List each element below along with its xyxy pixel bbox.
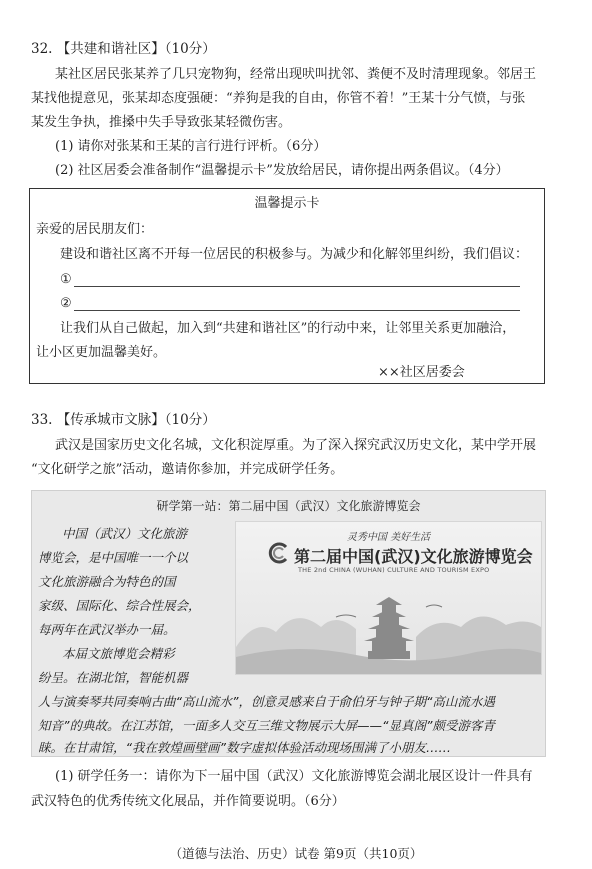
yellow-crane-tower-landscape-icon: [236, 577, 541, 674]
poster-slogan: 灵秀中国 美好生活: [346, 532, 431, 543]
research-material-image: [31, 490, 546, 757]
page-footer: （道德与法治、历史）试卷 第9页（共10页）: [169, 846, 423, 861]
research-text-line: 纷呈。在湖北馆，智能机器: [38, 670, 189, 685]
q33-subquestion-1-line2: 武汉特色的优秀传统文化展品，并作简要说明。（6分）: [31, 794, 345, 809]
q32-paragraph-line2: 某找他提意见，张某却态度强硬：“养狗是我的自由，你管不着！”王某十分气愤，与张: [31, 91, 526, 106]
poster-title: 第二届中国(武汉)文化旅游博览会: [294, 547, 533, 566]
tip-card-signature: ××社区居委会: [378, 365, 465, 380]
q33-paragraph-line1: 武汉是国家历史文化名城，文化积淀厚重。为了深入探究武汉历史文化，某中学开展: [55, 438, 537, 453]
research-text-line: 知音”的典故。在江苏馆，一面多人交互三维文物展示大屏——“显真阁”颇受游客青: [38, 718, 495, 733]
research-text-line: 家级、国际化、综合性展会，: [38, 598, 201, 613]
q33-subquestion-1-line1: (1) 研学任务一：请你为下一届中国（武汉）文化旅游博览会湖北展区设计一件具有: [55, 769, 533, 784]
research-text-line: 每两年在武汉举办一届。: [38, 622, 176, 637]
research-text-line: 中国（武汉）文化旅游: [62, 526, 188, 541]
expo-poster: [235, 521, 542, 675]
research-header: 研学第一站：第二届中国（武汉）文化旅游博览会: [156, 499, 421, 513]
research-text-line: 睐。在甘肃馆，“我在敦煌画壁画”数字虚拟体验活动现场围满了小朋友……: [38, 740, 451, 755]
research-text-line: 人与演奏琴共同奏响古曲“高山流水”，创意灵感来自于俞伯牙与钟子期“高山流水遇: [38, 694, 495, 709]
tip-card: [29, 188, 545, 384]
tip-card-body: 建设和谐社区离不开每一位居民的积极参与。为减少和化解邻里纠纷，我们倡议：: [60, 247, 529, 262]
q32-paragraph-line3: 某发生争执，推搡中失手导致张某轻微伤害。: [31, 115, 292, 130]
expo-logo-icon: [268, 542, 290, 564]
q32-subquestion-1: (1) 请你对张某和王某的言行进行评析。（6分）: [55, 139, 327, 154]
tip-card-closing-line2: 让小区更加温馨美好。: [36, 345, 167, 360]
q32-title: 32. 【共建和谐社区】（10分）: [31, 41, 216, 57]
tip-card-title: 温馨提示卡: [254, 196, 320, 211]
tip-card-closing-line1: 让我们从自己做起，加入到“共建和谐社区”的行动中来，让邻里关系更加融洽，: [60, 321, 516, 336]
research-text-line: 本届文旅博览会精彩: [62, 646, 175, 661]
tip-card-item-2: ②: [60, 296, 72, 311]
q32-subquestion-2: (2) 社区居委会准备制作“温馨提示卡”发放给居民，请你提出两条倡议。（4分）: [55, 163, 509, 178]
tip-card-greeting: 亲爱的居民朋友们：: [36, 222, 154, 237]
answer-blank-1[interactable]: [74, 286, 520, 287]
answer-blank-2[interactable]: [74, 310, 520, 311]
research-text-line: 博览会，是中国唯一一个以: [38, 550, 189, 565]
tip-card-item-1: ①: [60, 272, 72, 287]
q32-paragraph-line1: 某社区居民张某养了几只宠物狗，经常出现吠叫扰邻、粪便不及时清理现象。邻居王: [55, 67, 537, 82]
poster-subtitle: THE 2nd CHINA (WUHAN) CULTURE AND TOURISM EXPO: [298, 566, 490, 574]
research-text-line: 文化旅游融合为特色的国: [38, 574, 176, 589]
q33-paragraph-line2: “文化研学之旅”活动，邀请你参加，并完成研学任务。: [31, 462, 344, 477]
q33-title: 33. 【传承城市文脉】（10分）: [31, 412, 216, 428]
